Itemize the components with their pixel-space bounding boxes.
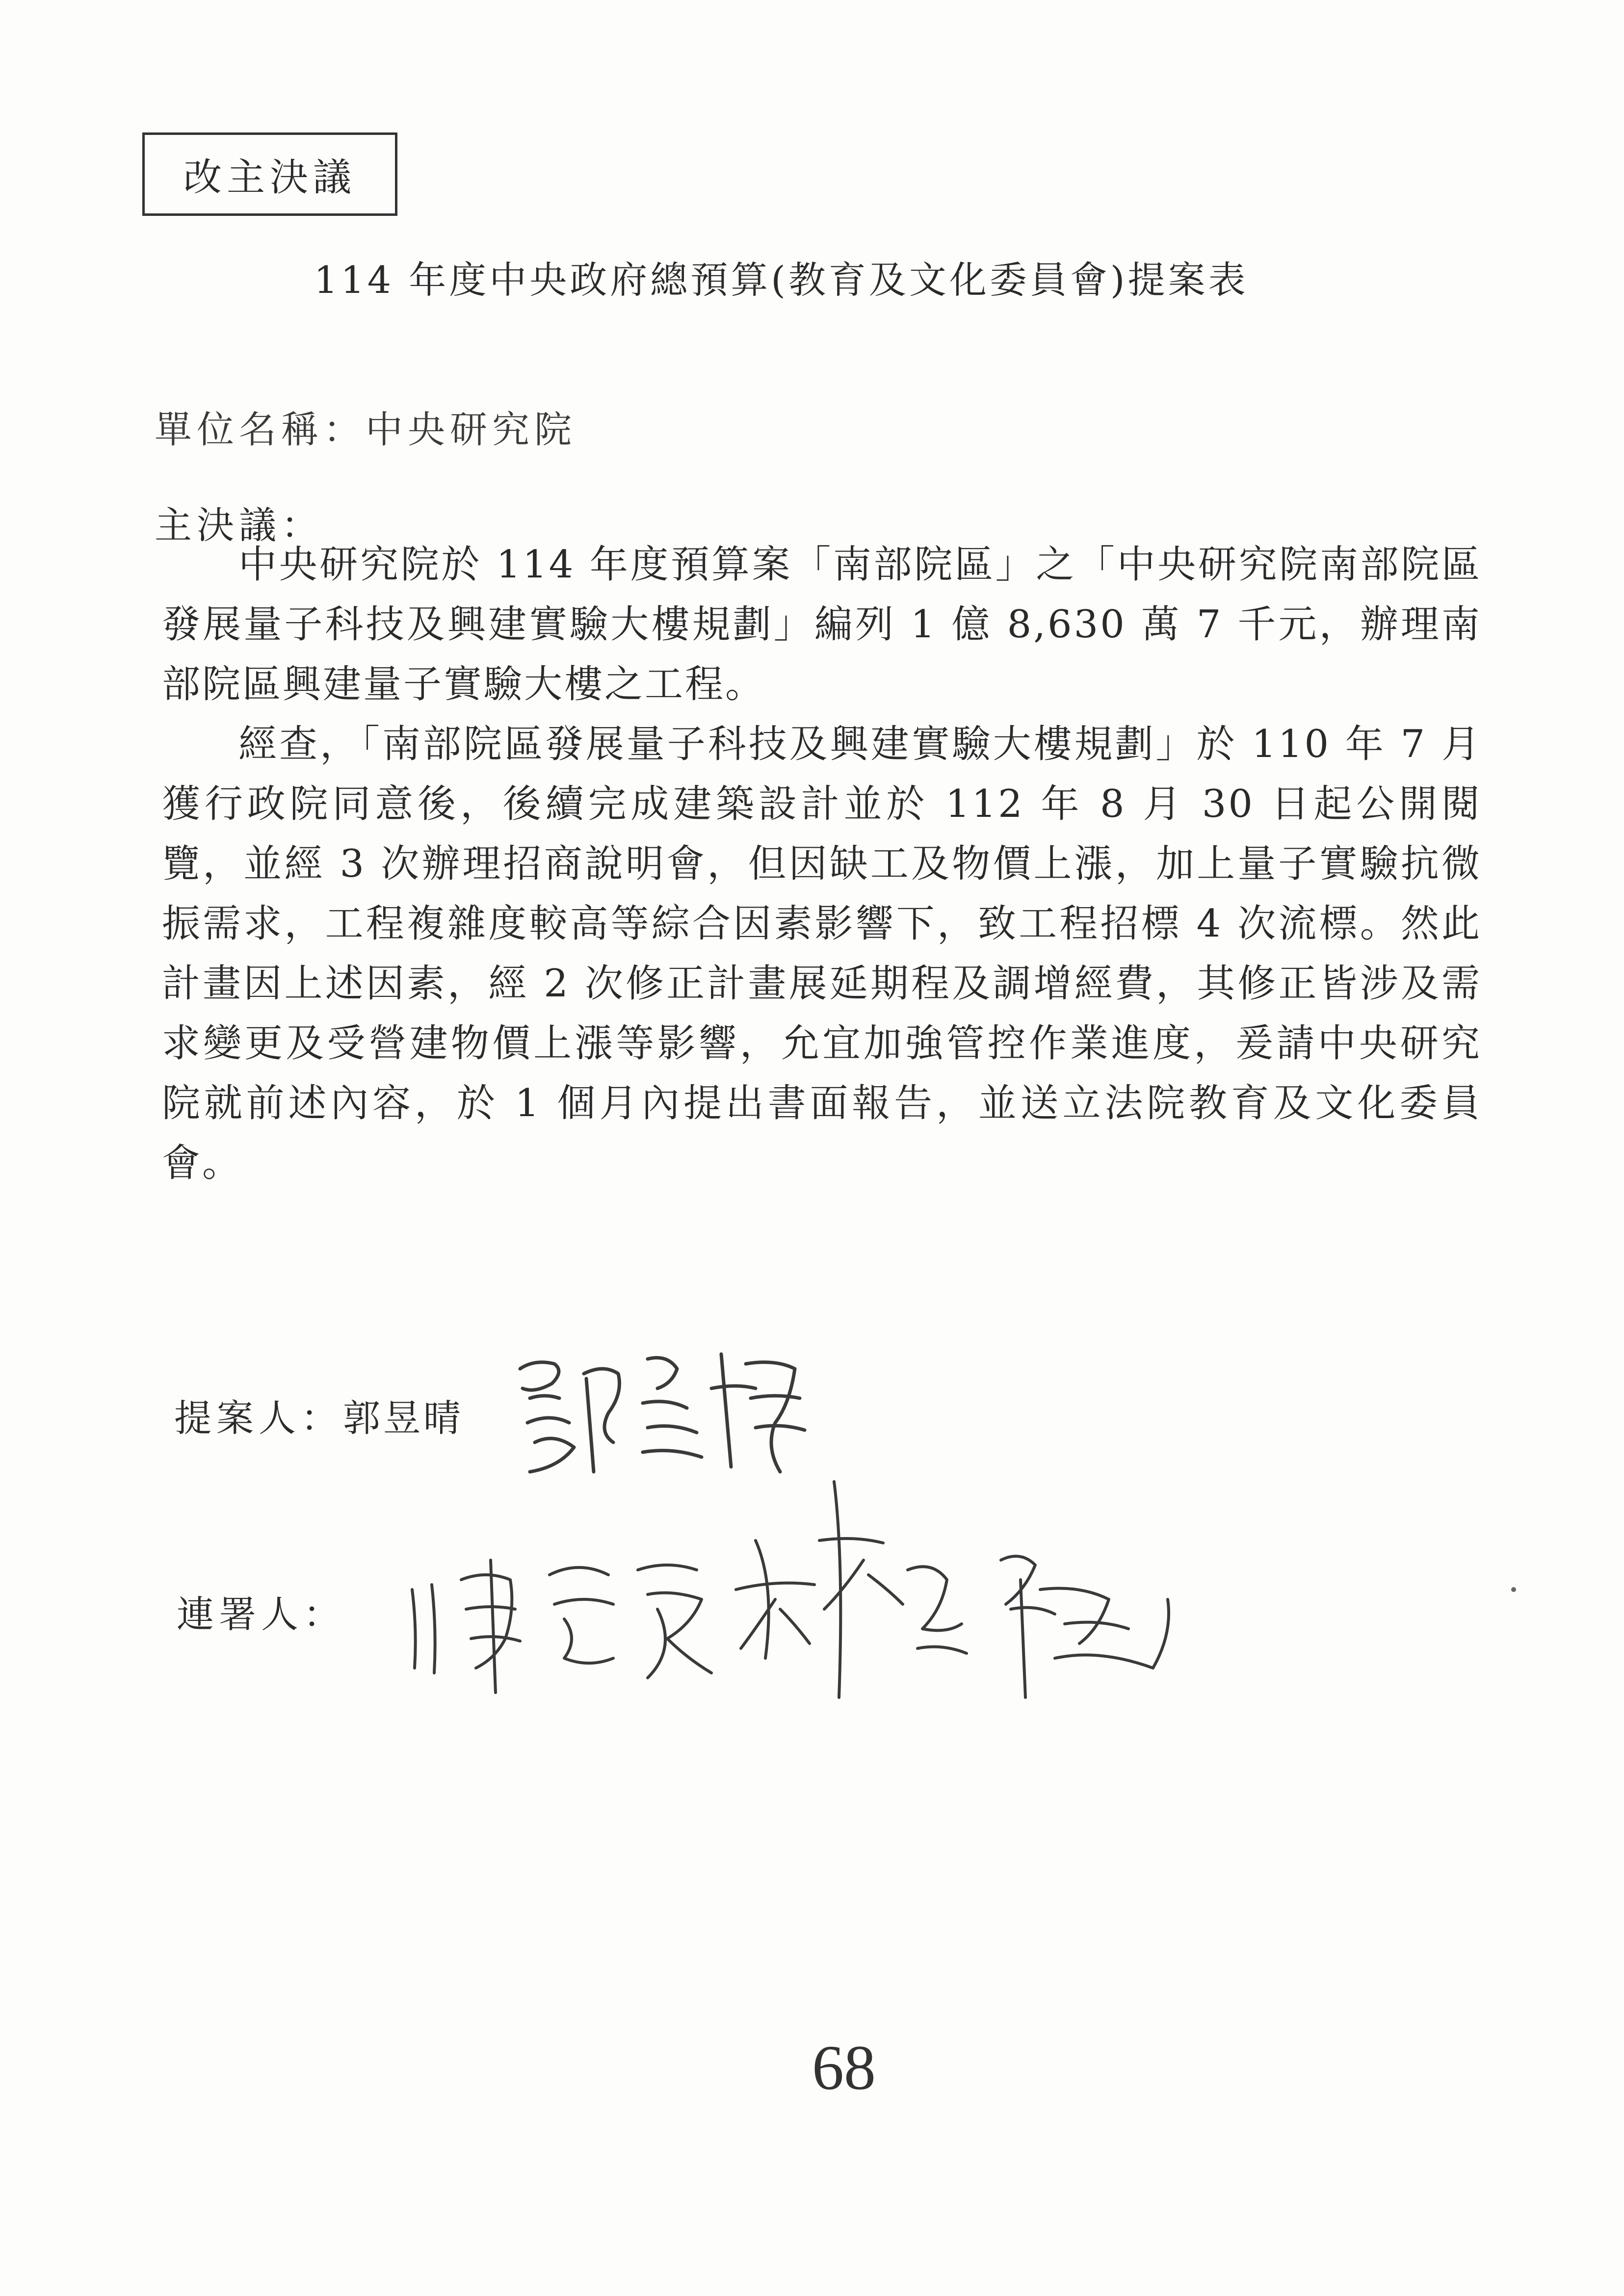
resolution-paragraph-1: 中央研究院於 114 年度預算案「南部院區」之「中央研究院南部院區發展量子科技及興建實驗大樓規劃」編列 1 億 8,630 萬 7 千元，辦理南部院區興建量子實驗大樓之工程。 xyxy=(162,543,1482,706)
proposer-name: 郭昱晴 xyxy=(343,1396,464,1440)
amendment-stamp-box xyxy=(142,132,397,216)
cosigner-row xyxy=(177,1585,345,1638)
scan-speck xyxy=(1511,1587,1516,1592)
amendment-stamp-text: 改主決議 xyxy=(183,156,356,200)
unit-value: 中央研究院 xyxy=(366,408,576,451)
cosigner-label: 連署人： xyxy=(177,1592,345,1636)
resolution-paragraph-2: 經查，「南部院區發展量子科技及興建實驗大樓規劃」於 110 年 7 月獲行政院同意後，後續完成建築設計並於 112 年 8 月 30 日起公開閱覽，並經 3 次辦理招商說明會，但因缺工及物價上漲，加上量子實驗抗微振需求，工程複雜度較高等綜合因素影響下，致工程招標 4 次流標。然此計畫因上述因素，經 2 次修正計畫展延期程及調增經費，其修正皆涉及需求變更及受營建物價上漲等影響，允宜加強管控作業進度，爰請中央研究院就前述內容，於 1 個月內提出書面報告，並送立法院教育及文化委員會。 xyxy=(162,722,1482,1185)
cosigner-signature xyxy=(402,1462,1187,1717)
page-title: 114 年度中央政府總預算(教育及文化委員會)提案表 xyxy=(314,258,1249,302)
unit-line xyxy=(155,400,576,453)
page-number: 68 xyxy=(812,2033,876,2103)
resolution-label: 主決議： xyxy=(155,503,323,547)
resolution-body xyxy=(162,535,1482,1193)
proposer-row xyxy=(174,1388,464,1442)
proposer-label: 提案人： xyxy=(174,1396,343,1440)
unit-label: 單位名稱： xyxy=(155,408,366,451)
